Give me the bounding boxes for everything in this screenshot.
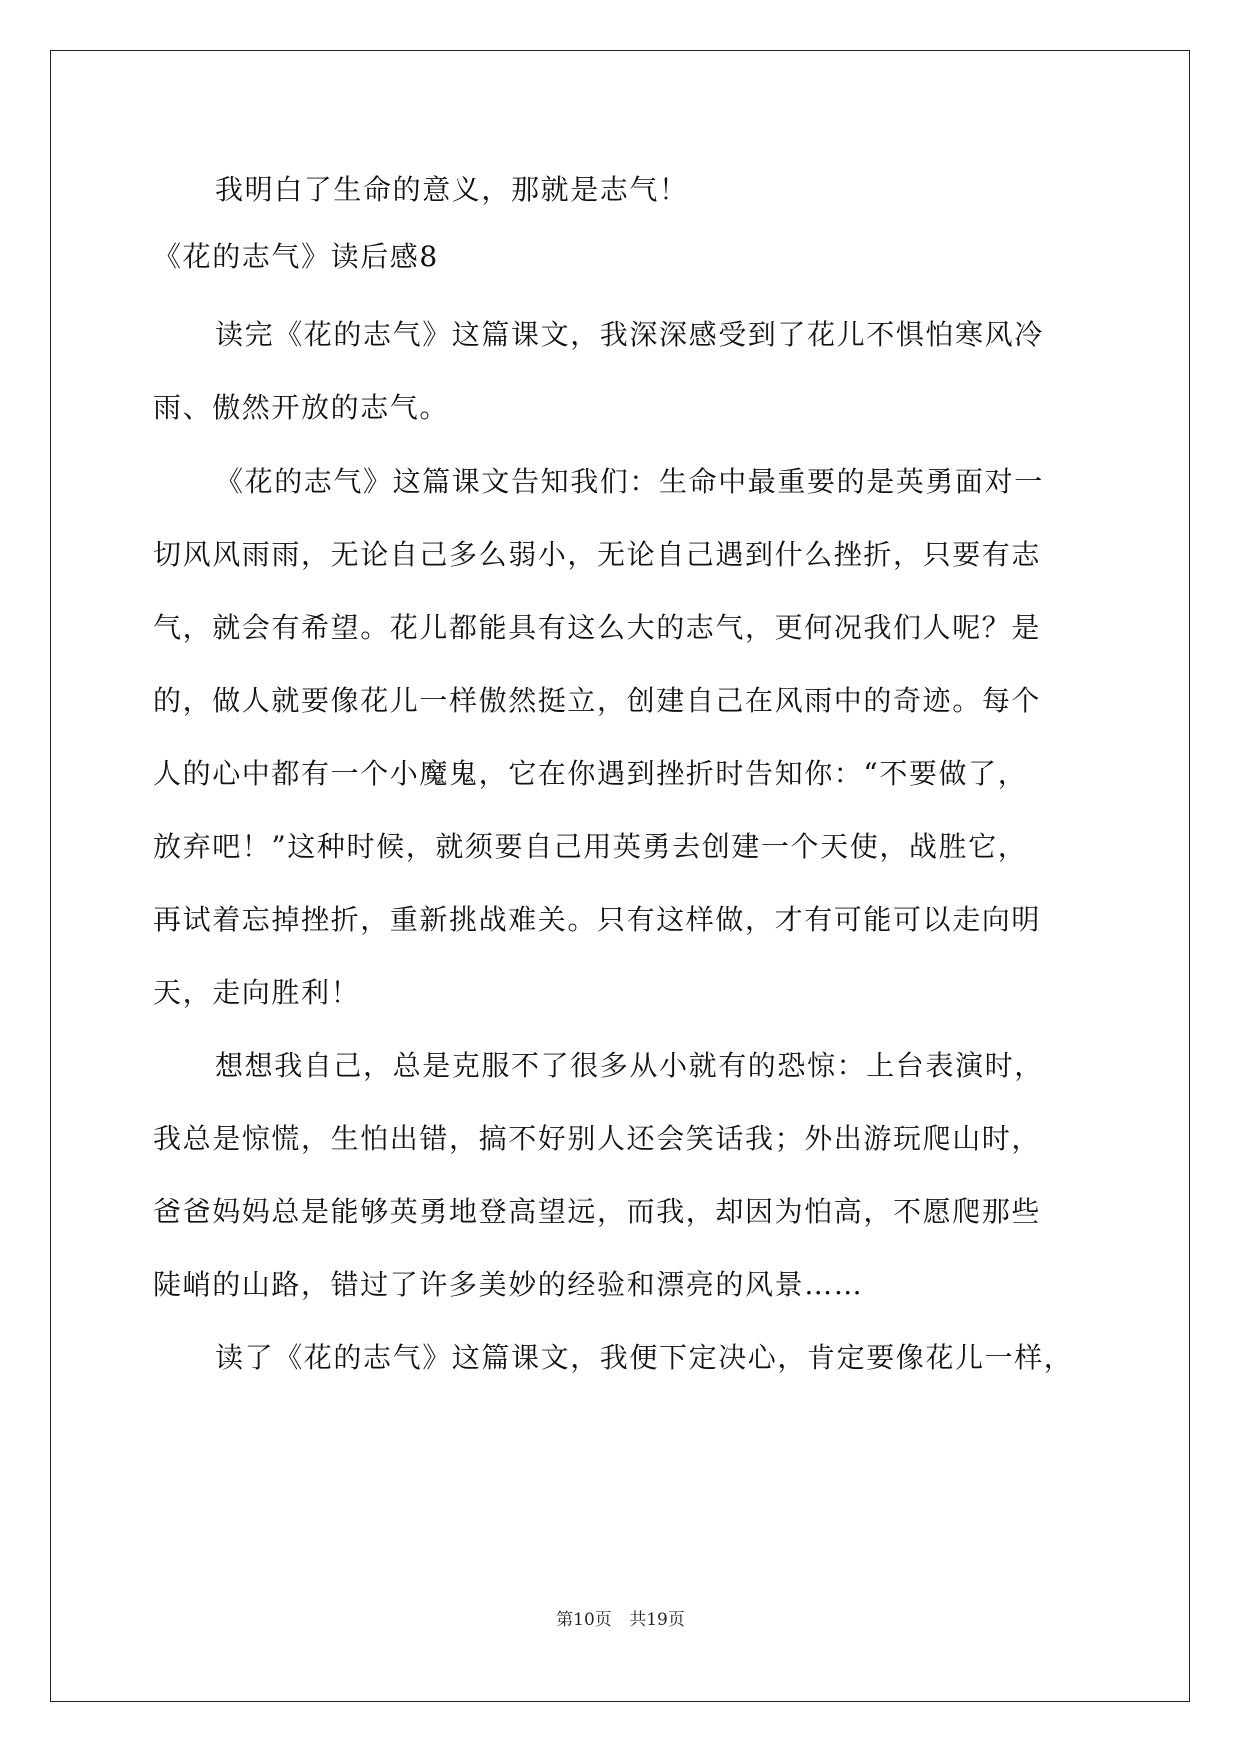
paragraph-line: 我总是惊慌，生怕出错，搞不好别人还会笑话我；外出游玩爬山时， [153,1122,1042,1155]
page-footer [0,1609,1241,1631]
page-total: 共19页 [629,1610,685,1630]
section-heading: 《花的志气》读后感8 [153,240,439,273]
paragraph-line: 雨、傲然开放的志气。 [153,391,450,424]
paragraph-line: 我明白了生命的意义，那就是志气！ [215,173,689,206]
paragraph-line: 放弃吧！”这种时候，就须要自己用英勇去创建一个天使，战胜它， [153,830,1028,863]
paragraph-line: 读了《花的志气》这篇课文，我便下定决心，肯定要像花儿一样， [215,1341,1074,1374]
paragraph-line: 切风风雨雨，无论自己多么弱小，无论自己遇到什么挫折，只要有志 [153,538,1042,571]
paragraph-line: 读完《花的志气》这篇课文，我深深感受到了花儿不惧怕寒风冷 [215,318,1044,351]
paragraph-line: 再试着忘掉挫折，重新挑战难关。只有这样做，才有可能可以走向明 [153,903,1042,936]
paragraph-line: 人的心中都有一个小魔鬼，它在你遇到挫折时告知你：“不要做了， [153,757,1028,790]
page-border [50,50,1190,1702]
paragraph-line: 陡峭的山路，错过了许多美妙的经验和漂亮的风景…… [153,1268,864,1301]
paragraph-line: 《花的志气》这篇课文告知我们：生命中最重要的是英勇面对一 [215,465,1044,498]
paragraph-line: 天，走向胜利！ [153,976,361,1009]
paragraph-line: 想想我自己，总是克服不了很多从小就有的恐惊：上台表演时， [215,1049,1044,1082]
page-number: 第10页 [556,1610,612,1630]
paragraph-line: 气，就会有希望。花儿都能具有这么大的志气，更何况我们人呢？是 [153,611,1042,644]
paragraph-line: 的，做人就要像花儿一样傲然挺立，创建自己在风雨中的奇迹。每个 [153,684,1042,717]
paragraph-line: 爸爸妈妈总是能够英勇地登高望远，而我，却因为怕高，不愿爬那些 [153,1195,1042,1228]
